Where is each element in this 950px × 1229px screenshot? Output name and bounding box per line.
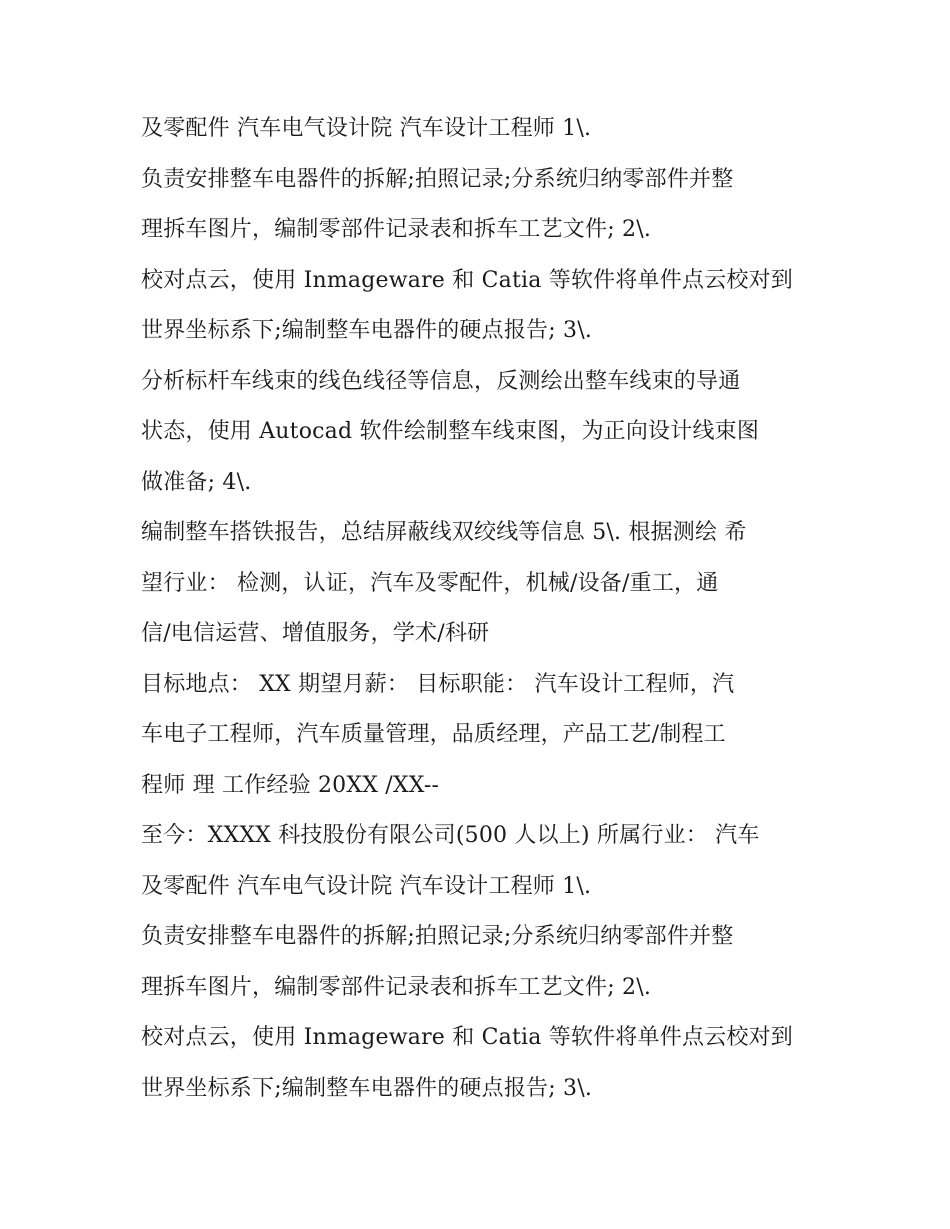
- paragraph-3: [141, 256, 821, 357]
- paragraph-2: [141, 155, 821, 256]
- text-line: 负责安排整车电器件的拆解;拍照记录;分系统归纳零部件并整: [141, 924, 734, 949]
- paragraph-6: [141, 660, 821, 812]
- text-line: 理拆车图片，编制零部件记录表和拆车工艺文件; 2\.: [141, 974, 652, 1000]
- text-line: 及零配件 汽车电气设计院 汽车设计工程师 1\.: [141, 116, 592, 141]
- paragraph-8: [141, 912, 821, 1013]
- text-line: 校对点云，使用 Inmageware 和 Catia 等软件将单件点云校对到: [141, 267, 793, 293]
- text-line: 信/电信运营、增值服务，学术/科研: [141, 621, 490, 646]
- text-line: 世界坐标系下;编制整车电器件的硬点报告; 3\.: [141, 318, 593, 343]
- text-line: 编制整车搭铁报告，总结屏蔽线双绞线等信息 5\. 根据测绘 希: [141, 520, 747, 545]
- text-line: 至今：XXXX 科技股份有限公司(500 人以上) 所属行业： 汽车: [141, 823, 760, 848]
- text-line: 状态，使用 Autocad 软件绘制整车线束图，为正向设计线束图: [141, 419, 760, 444]
- text-line: 世界坐标系下;编制整车电器件的硬点报告; 3\.: [141, 1075, 593, 1101]
- text-line: 负责安排整车电器件的拆解;拍照记录;分系统归纳零部件并整: [141, 166, 734, 192]
- text-line: 分析标杆车线束的线色线径等信息，反测绘出整车线束的导通: [141, 368, 741, 394]
- paragraph-9: [141, 1013, 821, 1114]
- text-line: 理拆车图片，编制零部件记录表和拆车工艺文件; 2\.: [141, 217, 652, 242]
- document-body: [141, 104, 821, 1114]
- paragraph-5: [141, 508, 821, 660]
- paragraph-7: [141, 811, 821, 912]
- text-line: 车电子工程师，汽车质量管理，品质经理，产品工艺/制程工: [141, 722, 726, 747]
- text-line: 程师 理 工作经验 20XX /XX--: [141, 772, 440, 798]
- text-line: 及零配件 汽车电气设计院 汽车设计工程师 1\.: [141, 873, 592, 899]
- text-line: 校对点云，使用 Inmageware 和 Catia 等软件将单件点云校对到: [141, 1025, 793, 1050]
- paragraph-1: [141, 104, 821, 155]
- text-line: 望行业： 检测，认证，汽车及零配件，机械/设备/重工，通: [141, 570, 719, 596]
- paragraph-4: [141, 357, 821, 509]
- text-line: 做准备; 4\.: [141, 469, 252, 495]
- text-line: 目标地点： XX 期望月薪： 目标职能： 汽车设计工程师，汽: [141, 671, 735, 697]
